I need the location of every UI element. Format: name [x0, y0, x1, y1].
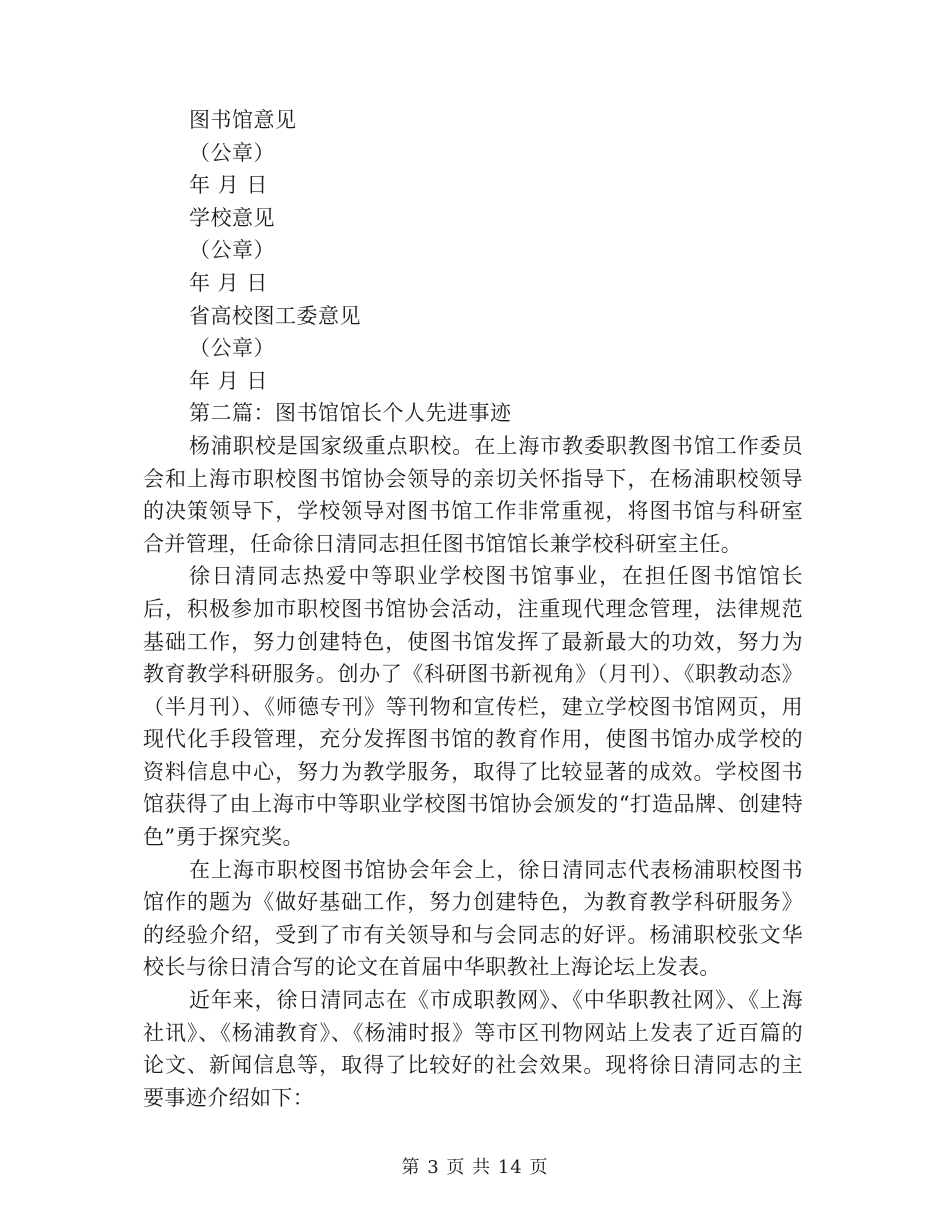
library-opinion-label: 图书馆意见 [189, 108, 297, 132]
document-body [143, 104, 803, 1114]
date-label: 年 月 日 [189, 270, 268, 295]
paragraph: 徐日清同志热爱中等职业学校图书馆事业，在担任图书馆馆长后，积极参加市职校图书馆协会活动，注重现代理念管理，法律规范基础工作，努力创建特色，使图书馆发挥了最新最大的功效，努力为教育教学科研服务。创办了《科研图书新视角》（月刊）、《职教动态》（半月刊）、《师德专刊》等刊物和宣传栏，建立学校图书馆网页，用现代化手段管理，充分发挥图书馆的教育作用，使图书馆办成学校的资料信息中心，努力为教学服务，取得了比较显著的成效。学校图书馆获得了由上海市中等职业学校图书馆协会颁发的“打造品牌、创建特色”勇于探究奖。 [143, 564, 803, 850]
school-opinion-label: 学校意见 [189, 205, 275, 230]
date-label: 年 月 日 [189, 368, 268, 393]
seal-label: （公章） [189, 140, 275, 165]
page-number-footer: 第 3 页 共 14 页 [401, 1157, 549, 1178]
paragraph: 杨浦职校是国家级重点职校。在上海市教委职教图书馆工作委员会和上海市职校图书馆协会领导的亲切关怀指导下，在杨浦职校领导的决策领导下，学校领导对图书馆工作非常重视，将图书馆与科研室合并管理，任命徐日清同志担任图书馆馆长兼学校科研室主任。 [143, 433, 803, 556]
paragraph: 在上海市职校图书馆协会年会上，徐日清同志代表杨浦职校图书馆作的题为《做好基础工作，努力创建特色，为教育教学科研服务》的经验介绍，受到了市有关领导和与会同志的好评。杨浦职校张文华校长与徐日清合写的论文在首届中华职教社上海论坛上发表。 [143, 857, 803, 980]
section-heading: 第二篇：图书馆馆长个人先进事迹 [189, 401, 512, 426]
seal-label: （公章） [189, 336, 275, 361]
paragraph: 近年来，徐日清同志在《市成职教网》、《中华职教社网》、《上海社讯》、《杨浦教育》、《杨浦时报》等市区刊物网站上发表了近百篇的论文、新闻信息等，取得了比较好的社会效果。现将徐日清同志的主要事迹介绍如下： [143, 988, 803, 1110]
date-label: 年 月 日 [189, 173, 268, 198]
committee-opinion-label: 省高校图工委意见 [189, 303, 361, 328]
seal-label: （公章） [189, 238, 275, 263]
